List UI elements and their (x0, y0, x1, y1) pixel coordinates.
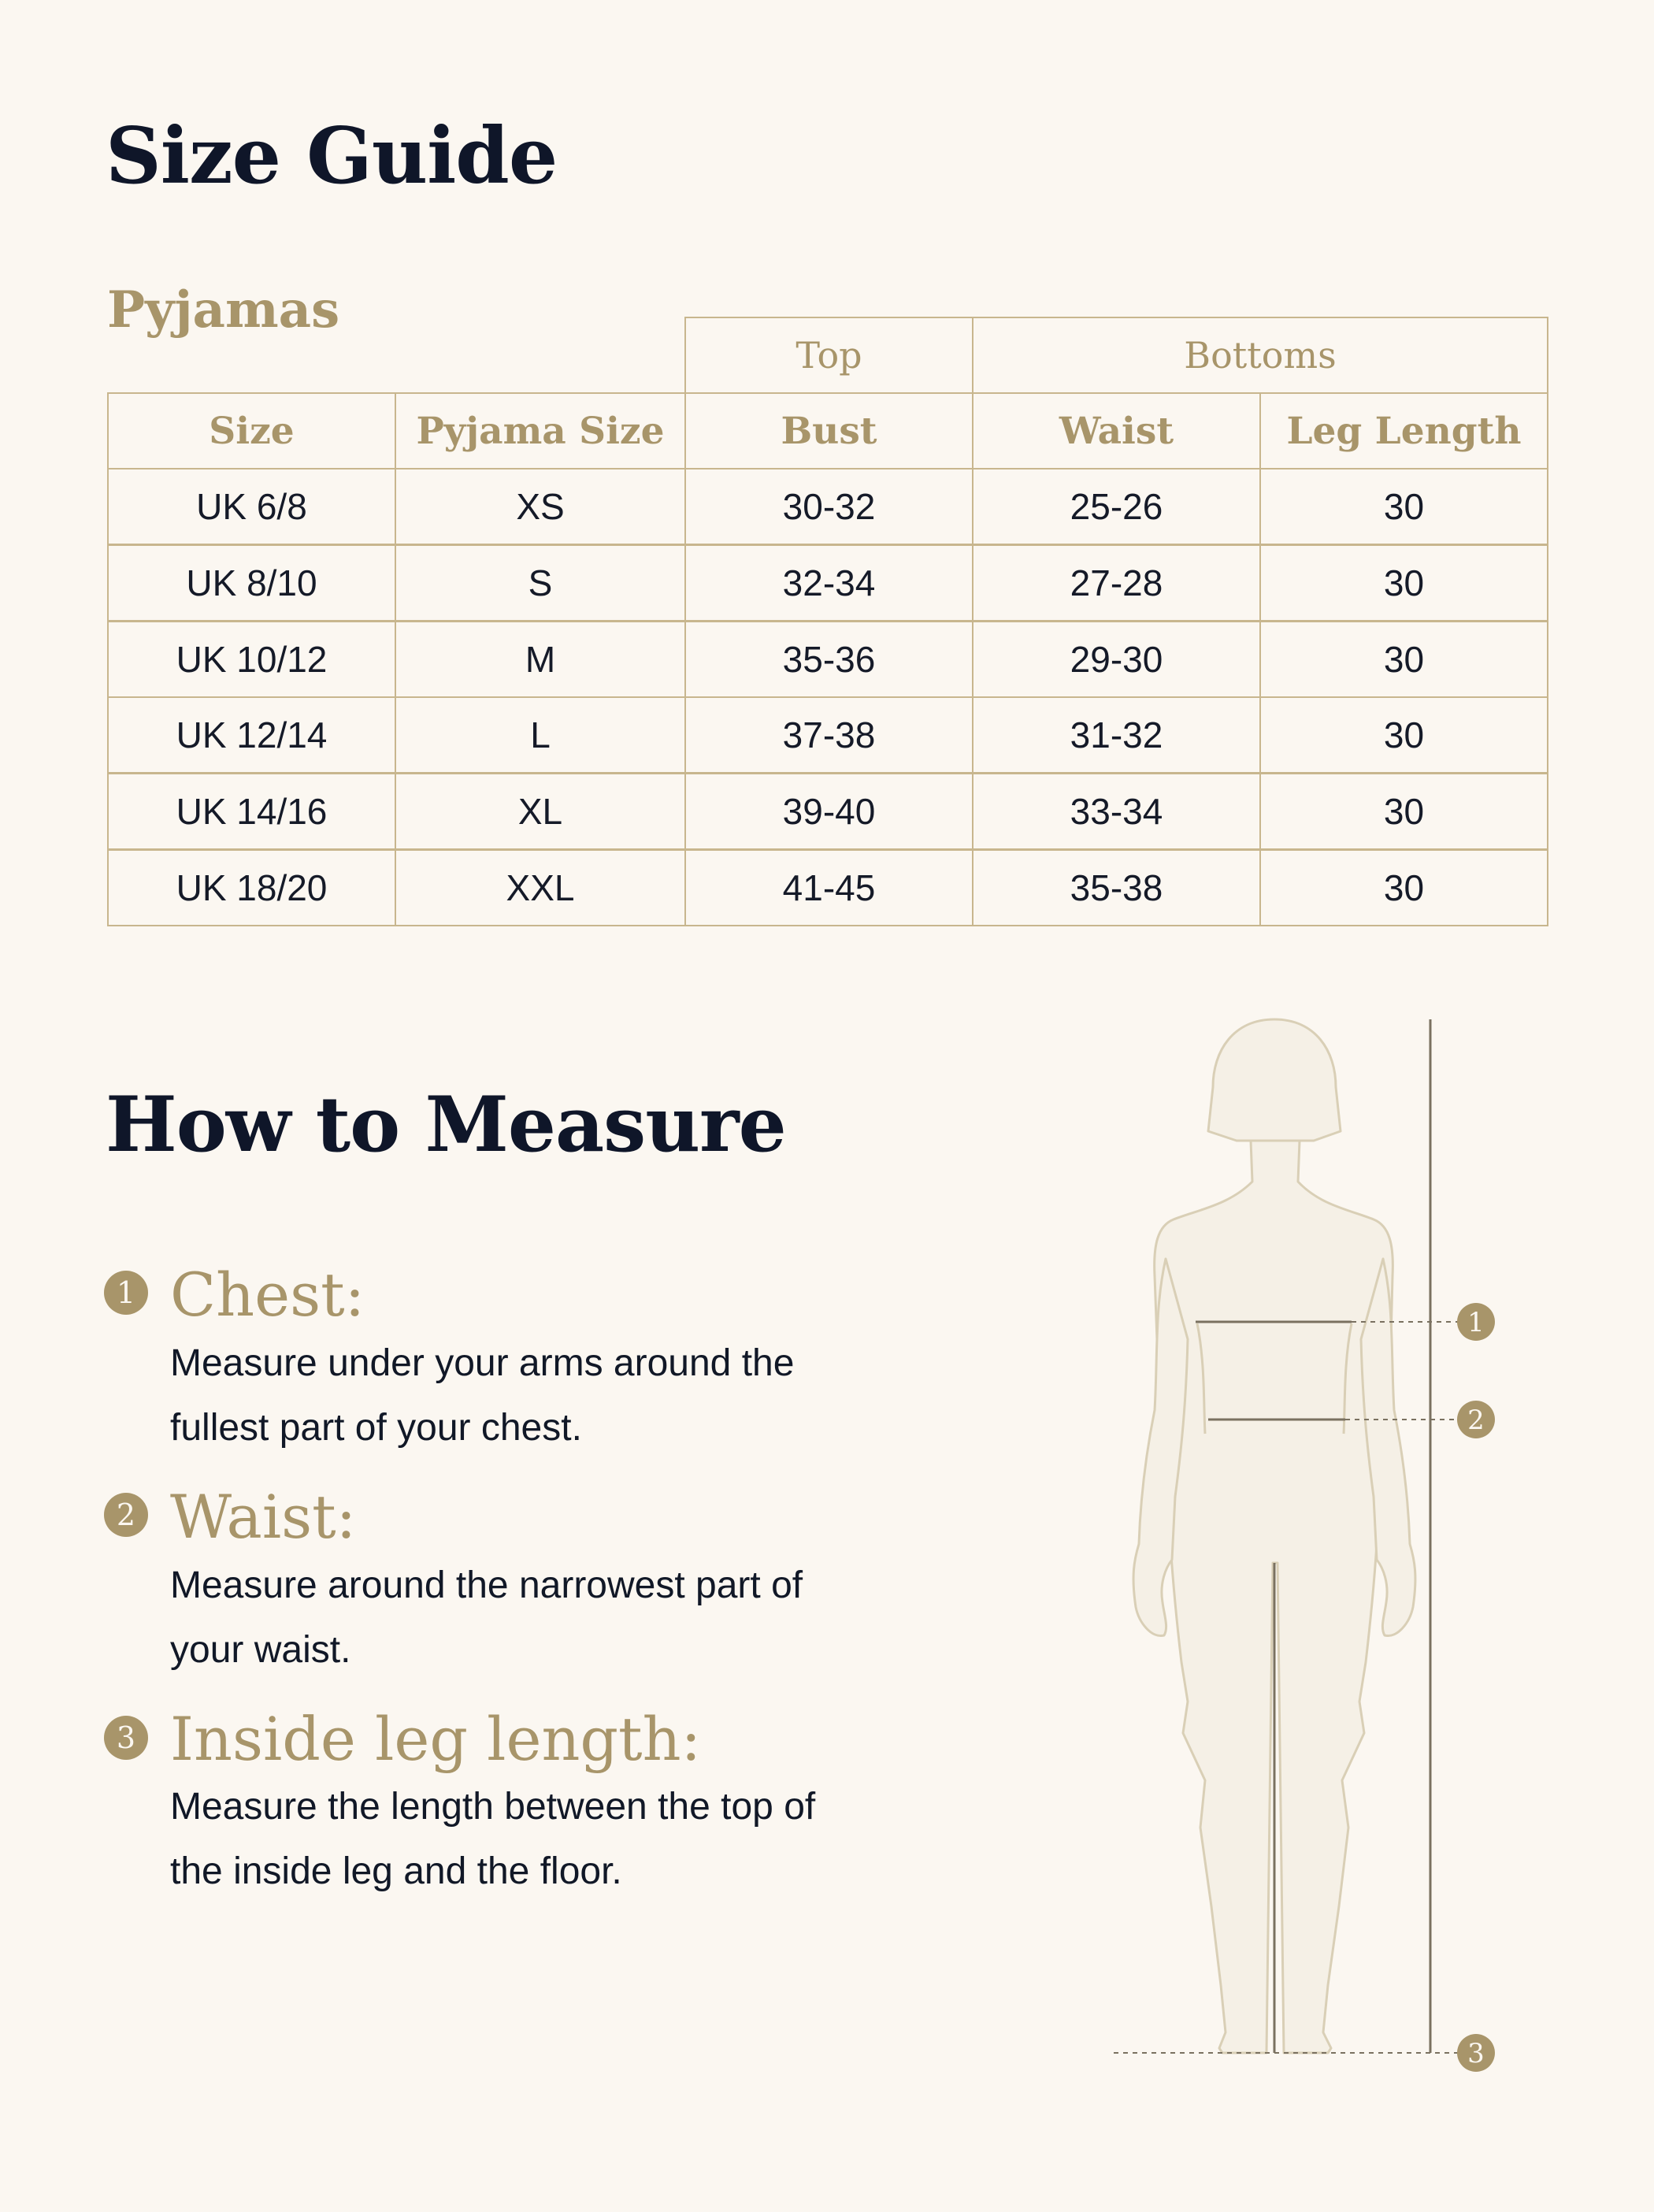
table-cell-size: UK 8/10 (107, 544, 396, 622)
step-2-label: Waist: (170, 1482, 357, 1552)
table-cell-pyjama-size: XXL (395, 849, 686, 926)
step-2-line-2: your waist. (170, 1629, 351, 1671)
table-cell-leg-length: 30 (1259, 773, 1548, 850)
table-cell-size: UK 12/14 (107, 696, 396, 774)
step-1-line-1: Measure under your arms around the (170, 1342, 795, 1384)
table-cell-waist: 25-26 (972, 468, 1261, 545)
table-cell-pyjama-size: S (395, 544, 686, 622)
step-3-line-1: Measure the length between the top of (170, 1786, 816, 1828)
page-title: Size Guide (106, 111, 558, 202)
table-cell-leg-length: 30 (1259, 621, 1548, 698)
table-cell-bust: 39-40 (684, 773, 973, 850)
marker-3-label: 3 (1467, 2038, 1485, 2069)
group-header-bottoms: Bottoms (972, 317, 1548, 394)
table-cell-pyjama-size: M (395, 621, 686, 698)
how-to-measure-title: How to Measure (106, 1080, 786, 1169)
table-cell-leg-length: 30 (1259, 696, 1548, 774)
step-1-label: Chest: (170, 1260, 365, 1330)
marker-1 (1457, 1303, 1495, 1341)
step-3-line-2: the inside leg and the floor. (170, 1850, 622, 1892)
table-cell-bust: 37-38 (684, 696, 973, 774)
table-cell-waist: 29-30 (972, 621, 1261, 698)
table-cell-bust: 30-32 (684, 468, 973, 545)
step-2-line-1: Measure around the narrowest part of (170, 1564, 803, 1606)
column-header-waist: Waist (972, 392, 1261, 469)
table-cell-bust: 41-45 (684, 849, 973, 926)
table-cell-size: UK 10/12 (107, 621, 396, 698)
column-header-size: Size (107, 392, 396, 469)
table-cell-size: UK 6/8 (107, 468, 396, 545)
table-cell-waist: 31-32 (972, 696, 1261, 774)
step-1-number-badge: 1 (104, 1271, 148, 1315)
column-header-leg-length: Leg Length (1259, 392, 1548, 469)
table-cell-waist: 33-34 (972, 773, 1261, 850)
table-cell-size: UK 14/16 (107, 773, 396, 850)
table-cell-leg-length: 30 (1259, 468, 1548, 545)
marker-1-label: 1 (1467, 1307, 1485, 1338)
column-header-bust: Bust (684, 392, 973, 469)
step-2-number-badge: 2 (104, 1493, 148, 1537)
table-cell-waist: 35-38 (972, 849, 1261, 926)
section-title: Pyjamas (107, 280, 340, 340)
step-3-number-badge: 3 (104, 1716, 148, 1760)
marker-2 (1457, 1401, 1495, 1438)
marker-3 (1457, 2034, 1495, 2072)
group-header-top: Top (684, 317, 973, 394)
table-cell-pyjama-size: XL (395, 773, 686, 850)
table-cell-leg-length: 30 (1259, 849, 1548, 926)
table-cell-waist: 27-28 (972, 544, 1261, 622)
table-cell-pyjama-size: L (395, 696, 686, 774)
table-cell-bust: 32-34 (684, 544, 973, 622)
table-cell-leg-length: 30 (1259, 544, 1548, 622)
step-3-label: Inside leg length: (170, 1704, 702, 1774)
marker-2-label: 2 (1467, 1405, 1485, 1436)
table-cell-bust: 35-36 (684, 621, 973, 698)
table-cell-size: UK 18/20 (107, 849, 396, 926)
table-cell-pyjama-size: XS (395, 468, 686, 545)
step-1-line-2: fullest part of your chest. (170, 1407, 582, 1449)
column-header-pyjama-size: Pyjama Size (395, 392, 686, 469)
